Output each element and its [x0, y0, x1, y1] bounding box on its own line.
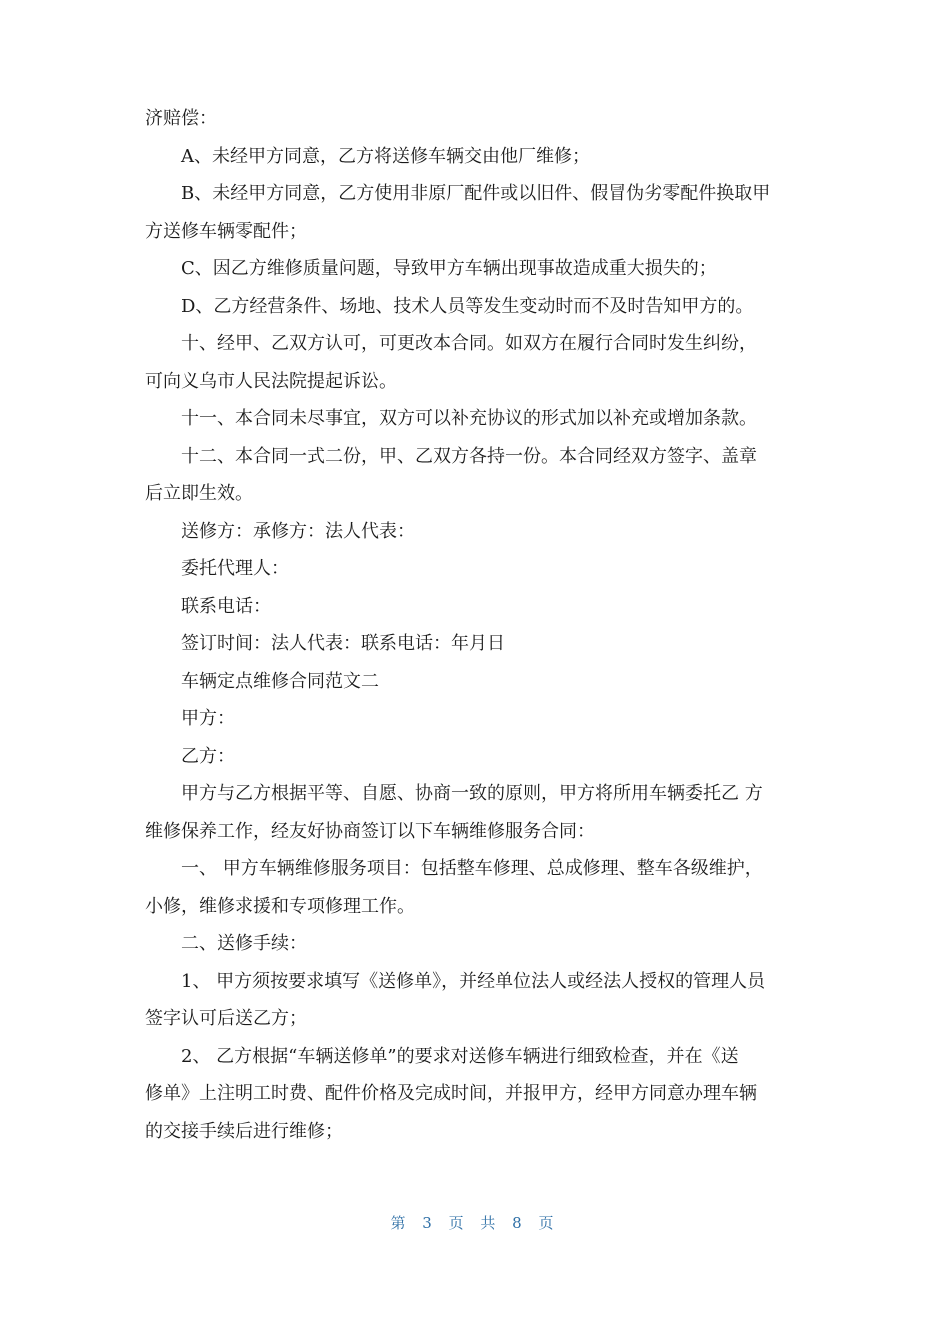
text-line: 十一、本合同未尽事宜，双方可以补充协议的形式加以补充或增加条款。	[181, 408, 757, 429]
text-line: 十二、本合同一式二份，甲、乙双方各持一份。本合同经双方签字、盖章	[181, 445, 757, 467]
text-line: B、未经甲方同意，乙方使用非原厂配件或以旧件、假冒伪劣零配件换取甲	[181, 183, 771, 204]
text-line: 乙方：	[181, 745, 235, 767]
text-line: 十、经甲、乙双方认可，可更改本合同。如双方在履行合同时发生纠纷，	[181, 333, 757, 354]
text-line: 小修，维修求援和专项修理工作。	[145, 895, 415, 917]
document-body	[145, 100, 807, 1150]
page-footer	[0, 1212, 950, 1233]
text-line: 可向义乌市人民法院提起诉讼。	[145, 370, 397, 392]
text-line: 二、送修手续：	[181, 933, 307, 954]
text-line: 甲方与乙方根据平等、自愿、协商一致的原则，甲方将所用车辆委托乙 方	[181, 783, 763, 804]
text-line: 修单》上注明工时费、配件价格及完成时间，并报甲方，经甲方同意办理车辆	[145, 1083, 757, 1104]
text-line: A、未经甲方同意，乙方将送修车辆交由他厂维修；	[181, 145, 590, 167]
page-number-label: 第 3 页 共 8 页	[390, 1214, 560, 1232]
text-line: 的交接手续后进行维修；	[145, 1120, 343, 1142]
text-line: 2、 乙方根据“车辆送修单”的要求对送修车辆进行细致检查，并在《送	[181, 1045, 739, 1067]
text-line: 甲方：	[181, 708, 235, 729]
text-line: C、因乙方维修质量问题，导致甲方车辆出现事故造成重大损失的；	[181, 258, 717, 279]
text-line: 方送修车辆零配件；	[145, 220, 307, 242]
text-line: 济赔偿：	[145, 108, 217, 129]
text-line: 一、 甲方车辆维修服务项目：包括整车修理、总成修理、整车各级维护，	[181, 858, 763, 879]
text-line: 后立即生效。	[145, 483, 253, 504]
text-line: 委托代理人：	[181, 558, 289, 579]
text-line: 维修保养工作，经友好协商签订以下车辆维修服务合同：	[145, 820, 595, 842]
text-line: 车辆定点维修合同范文二	[181, 670, 379, 692]
text-line: 1、 甲方须按要求填写《送修单》，并经单位法人或经法人授权的管理人员	[181, 970, 766, 992]
text-line: 签字认可后送乙方；	[145, 1008, 307, 1029]
text-line: 签订时间：法人代表：联系电话：年月日	[181, 633, 505, 654]
text-line: 联系电话：	[181, 595, 271, 617]
text-line: D、乙方经营条件、场地、技术人员等发生变动时而不及时告知甲方的。	[181, 295, 754, 317]
text-line: 送修方：承修方：法人代表：	[181, 520, 415, 542]
